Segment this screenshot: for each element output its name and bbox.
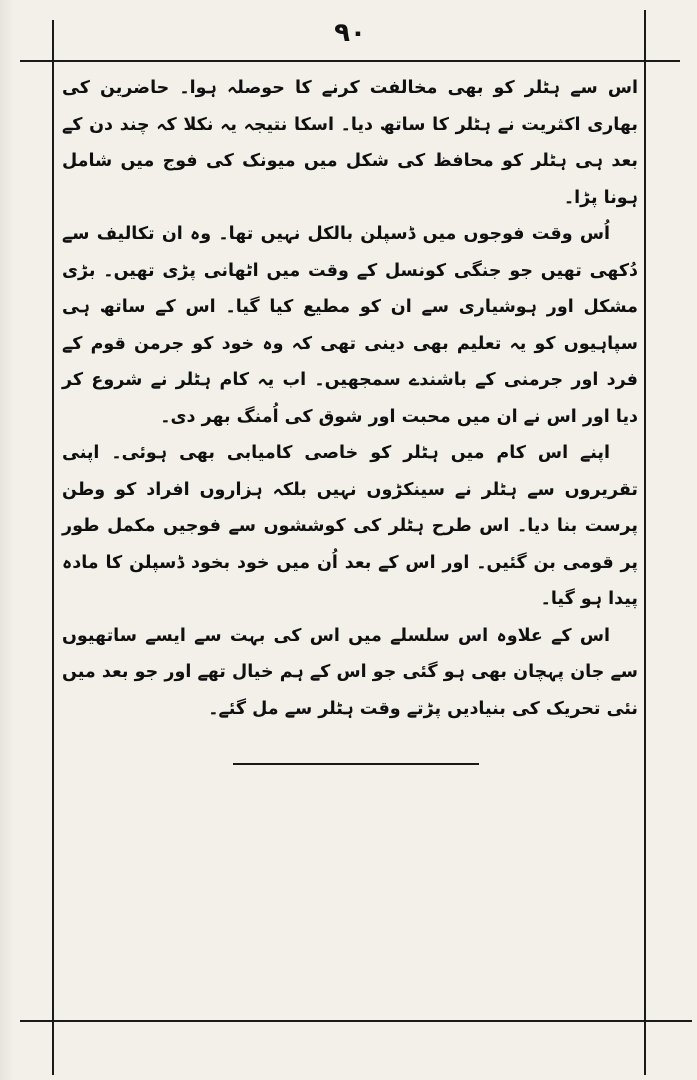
paragraph-3: اپنے اس کام میں ہٹلر کو خاصی کامیابی بھی ہوئی۔ اپنی تقریروں سے ہٹلر نے سینکڑوں نہیں بلکہ ہزاروں افراد کو وطن پرست بنا دیا۔ اس طرح ہٹلر کی کوششوں سے فوجیں مکمل طور پر قومی بن گئیں۔ اور اس کے بعد اُن میں خود بخود ڈسپلن کا مادہ پیدا ہو گیا۔ <box>62 443 638 609</box>
left-margin-rule <box>52 20 54 1075</box>
end-of-chapter-rule <box>233 763 479 765</box>
footer-rule <box>20 1020 692 1022</box>
paragraph-1: اس سے ہٹلر کو بھی مخالفت کرنے کا حوصلہ ہوا۔ حاضرین کی بھاری اکثریت نے ہٹلر کا ساتھ دیا۔ اسکا نتیجہ یہ نکلا کہ چند دن کے بعد ہی ہٹلر کو محافظ کی شکل میں میونک کی فوج میں شامل ہونا پڑا۔ <box>62 78 638 208</box>
header-rule <box>20 60 680 62</box>
page-number: ۹۰ <box>334 18 366 48</box>
paragraph-2: اُس وقت فوجوں میں ڈسپلن بالکل نہیں تھا۔ وہ ان تکالیف سے دُکھی تھیں جو جنگی کونسل کے وقت میں اٹھانی پڑی تھیں۔ بڑی مشکل اور ہوشیاری سے ان کو مطیع کیا گیا۔ اس کے ساتھ ہی سپاہیوں کو یہ تعلیم بھی دینی تھی کہ وہ خود کو جرمن قوم کے فرد اور جرمنی کے باشندے سمجھیں۔ اب یہ کام ہٹلر نے شروع کر دیا اور اس نے ان میں محبت اور شوق کی اُمنگ بھر دی۔ <box>62 224 638 427</box>
page-body <box>62 70 638 727</box>
right-margin-rule <box>644 10 646 1075</box>
paragraph-4: اس کے علاوہ اس سلسلے میں اس کی بہت سے ایسے ساتھیوں سے جان پہچان بھی ہو گئی جو اس کے ہم خیال تھے اور جو بعد میں نئی تحریک کی بنیادیں پڑتے وقت ہٹلر سے مل گئے۔ <box>62 625 638 719</box>
